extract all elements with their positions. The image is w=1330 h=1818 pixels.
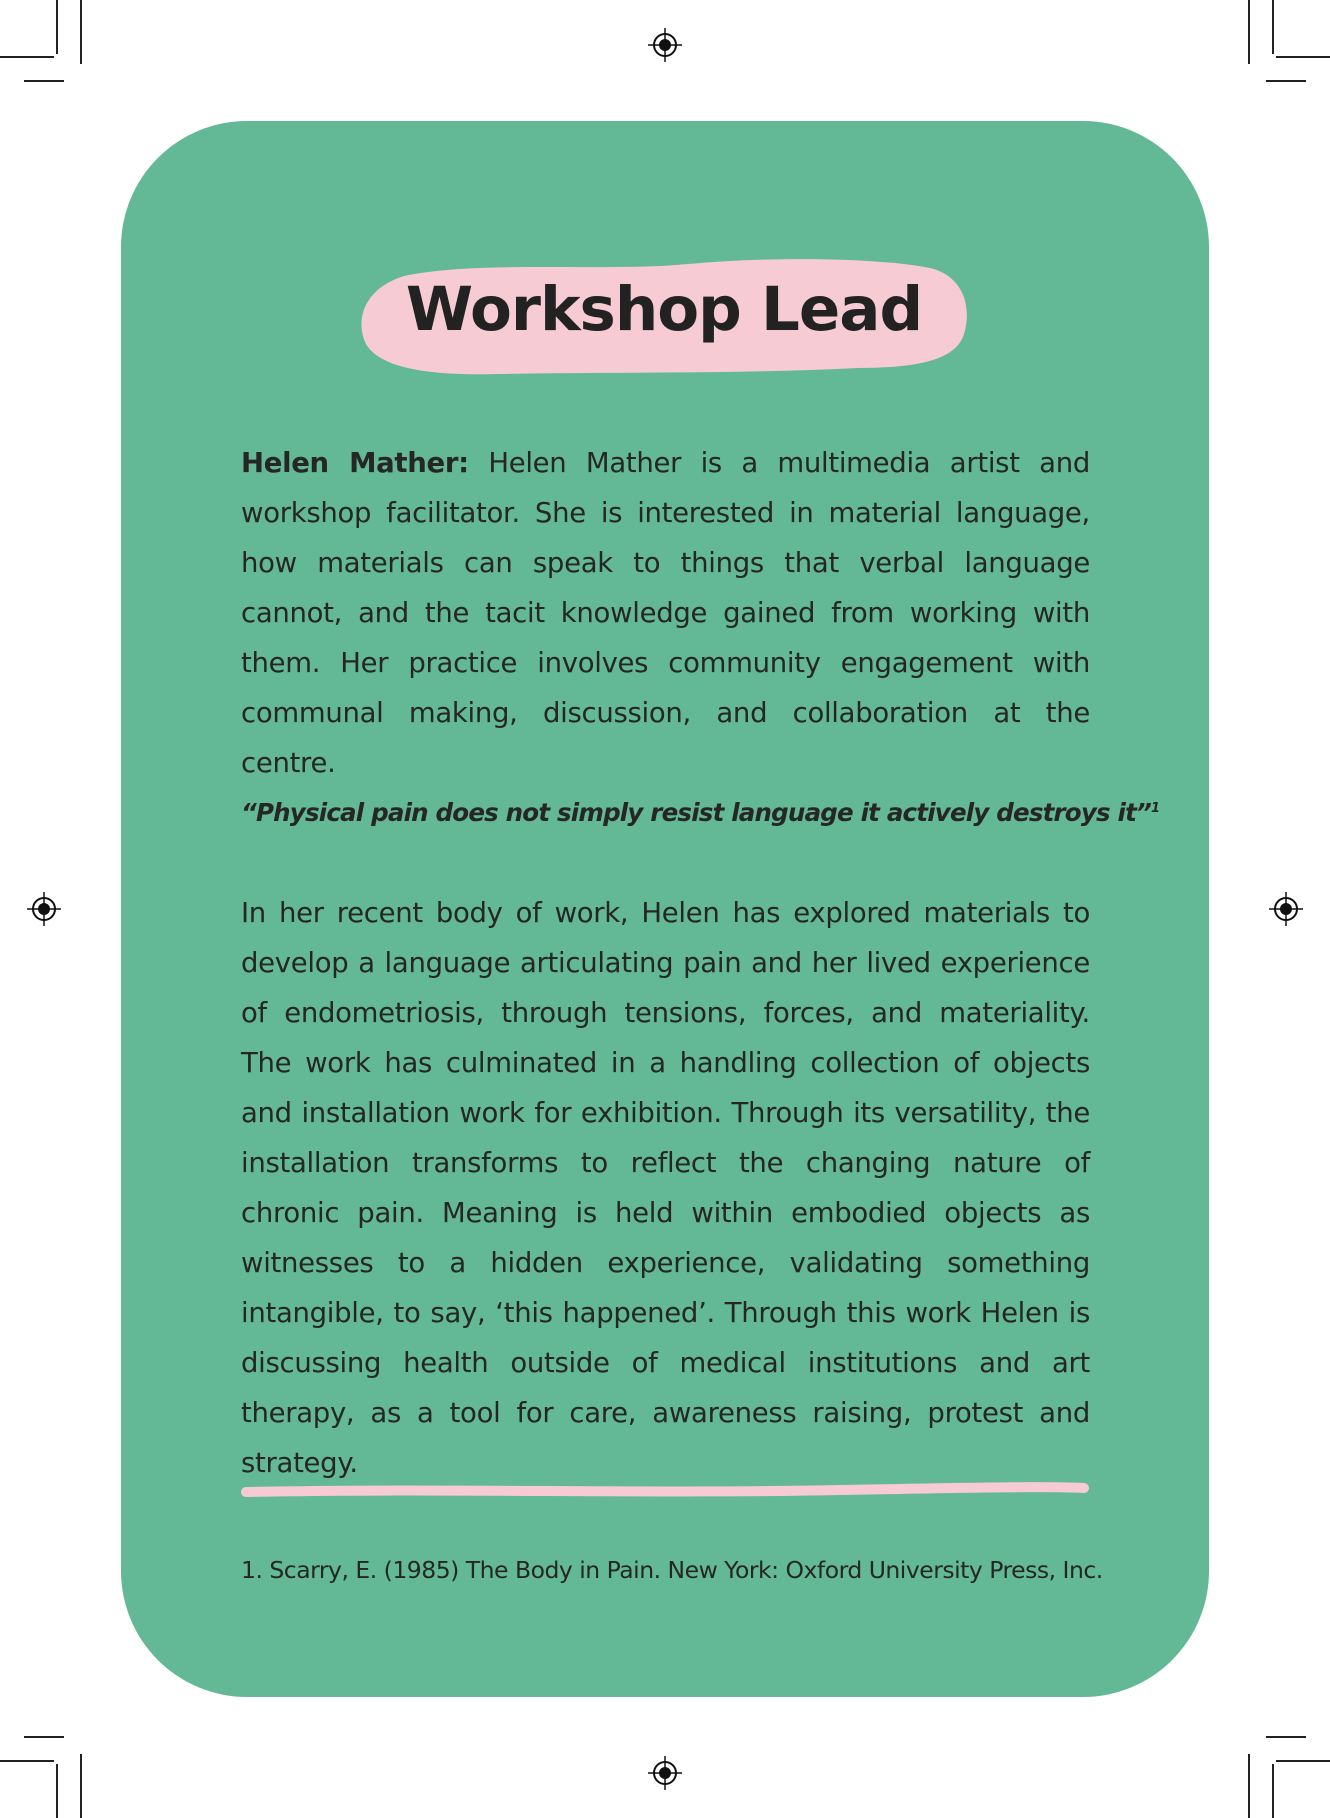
divider-line [240,1478,1090,1502]
body-paragraph: In her recent body of work, Helen has explored materials to develop a language articulating pain and her lived experience of endometriosis, through tensions, forces, and materiality. The work has culminated in a handling collection of objects and installation work for exhibition. Through its versatility, the installation transforms to reflect the changing nature of chronic pain. Meaning is held within embodied objects as witnesses to a hidden experience, validating something intangible, to say, ‘this happened’. Through this work Helen is discussing health outside of medical institutions and art therapy, as a tool for care, awareness raising, protest and strategy. [241,897,1090,1479]
crop-mark [1276,56,1330,58]
bio-text: Helen Mather is a multimedia artist and workshop facilitator. She is interested in material language, how materials can speak to things that verbal language cannot, and the tacit knowledge gained from working with them. Her practice involves community engagement with communal making, discussion, and collaboration at the centre. [241,447,1090,779]
crop-mark [1248,0,1250,64]
crop-mark [24,80,64,82]
bio-section [241,438,1090,788]
bio-name: Helen Mather: [241,447,469,479]
crop-mark [0,1760,54,1762]
registration-mark-icon [648,28,682,62]
crop-mark [80,0,82,64]
crop-mark [80,1754,82,1818]
crop-mark [1248,1754,1250,1818]
crop-mark [56,0,58,54]
quote-text: “Physical pain does not simply resist language it actively destroys it” [241,798,1152,827]
registration-mark-icon [1269,892,1303,926]
footnote-ref: 1 [1151,800,1160,816]
registration-mark-icon [27,892,61,926]
registration-mark-icon [648,1756,682,1790]
body-section [241,888,1090,1488]
crop-mark [1276,1760,1330,1762]
page-title: Workshop Lead [405,274,923,345]
crop-mark [56,1764,58,1818]
crop-mark [0,56,54,58]
crop-mark [1266,80,1306,82]
pull-quote [241,793,1160,833]
crop-mark [1272,0,1274,54]
footnote-section [241,1552,1103,1588]
crop-mark [24,1736,64,1738]
footnote: 1. Scarry, E. (1985) The Body in Pain. New York: Oxford University Press, Inc. [241,1556,1103,1584]
bio-paragraph [241,438,1090,788]
crop-mark [1272,1764,1274,1818]
quote-section [241,793,1160,833]
crop-mark [1266,1736,1306,1738]
